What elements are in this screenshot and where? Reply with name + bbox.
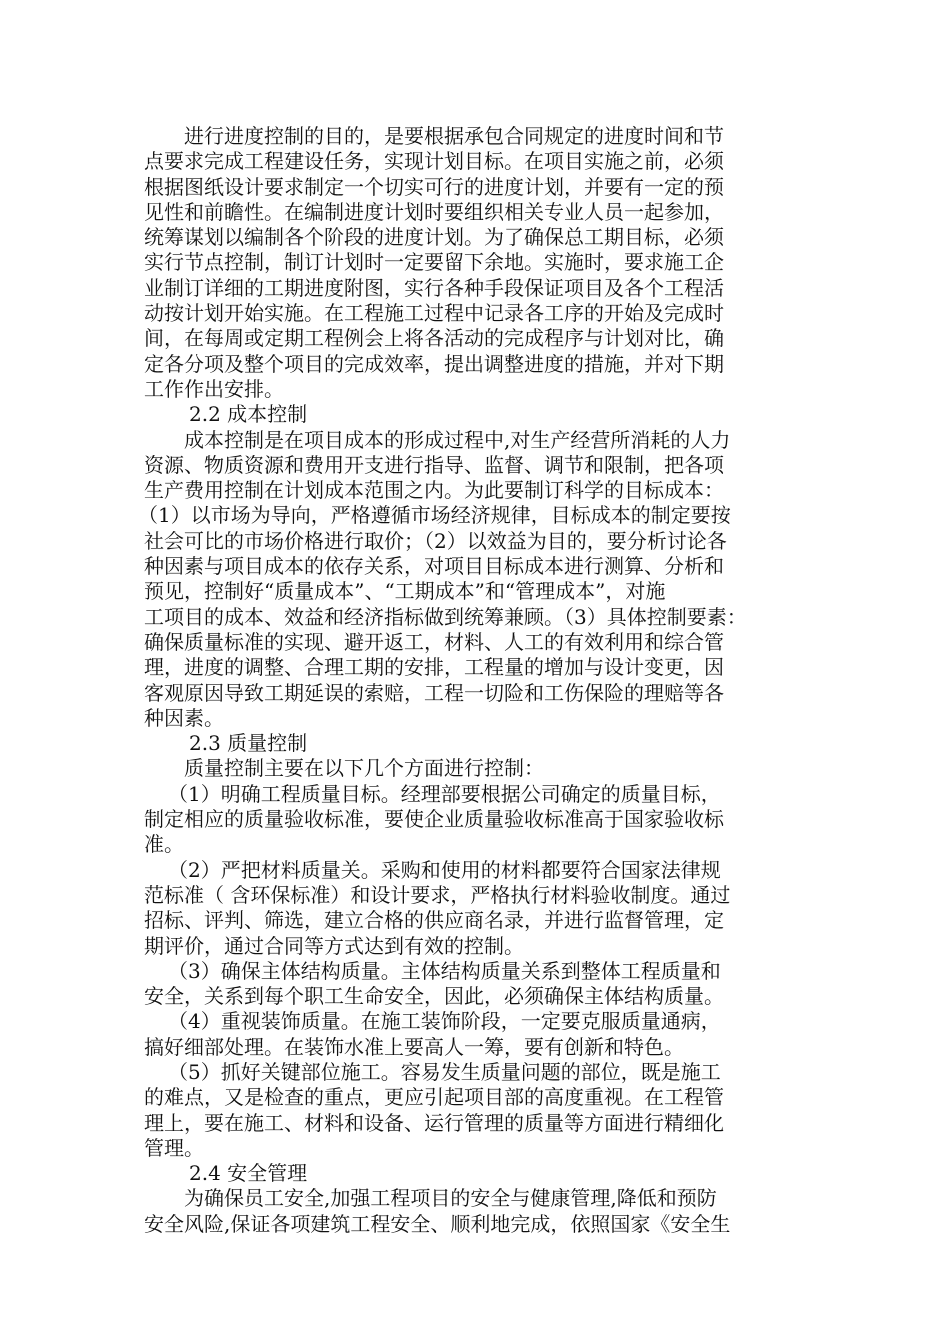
text-line: 成本控制是在项目成本的形成过程中,对生产经营所消耗的人力 <box>184 427 731 452</box>
text-line: 业制订详细的工期进度附图，实行各种手段保证项目及各个工程活 <box>144 275 724 300</box>
text-line: 招标、评判、筛选，建立合格的供应商名录，并进行监督管理，定 <box>144 908 724 933</box>
text-line: 确保质量标准的实现、避开返工，材料、人工的有效利用和综合管 <box>144 629 724 654</box>
text-line: 实行节点控制，制订计划时一定要留下余地。实施时，要求施工企 <box>144 250 724 275</box>
text-line: 管理。 <box>144 1135 204 1160</box>
text-line: 进行进度控制的目的，是要根据承包合同规定的进度时间和节 <box>184 124 724 148</box>
text-line: 客观原因导致工期延误的索赔，工程一切险和工伤保险的理赔等各 <box>144 680 724 705</box>
text-line: 生产费用控制在计划成本范围之内。为此要制订科学的目标成本： <box>144 478 724 503</box>
text-line: 范标准（ 含环保标准）和设计要求，严格执行材料验收制度。通过 <box>144 882 731 907</box>
text-line: 工作作出安排。 <box>144 376 284 401</box>
text-line: 准。 <box>144 832 184 857</box>
text-line: 间，在每周或定期工程例会上将各活动的完成程序与计划对比，确 <box>144 326 724 351</box>
text-line: 根据图纸设计要求制定一个切实可行的进度计划，并要有一定的预 <box>144 174 724 199</box>
text-line: 期评价，通过合同等方式达到有效的控制。 <box>144 933 524 958</box>
text-line: （4）重视装饰质量。在施工装饰阶段，一定要克服质量通病， <box>168 1009 721 1034</box>
text-line: 制定相应的质量验收标准，要使企业质量验收标准高于国家验收标 <box>144 807 724 832</box>
text-line: 安全，关系到每个职工生命安全，因此，必须确保主体结构质量。 <box>144 984 724 1009</box>
text-line: 定各分项及整个项目的完成效率，提出调整进度的措施，并对下期 <box>144 351 724 376</box>
text-line: 点要求完成工程建设任务，实现计划目标。在项目实施之前，必须 <box>144 149 724 174</box>
text-line: 为确保员工安全,加强工程项目的安全与健康管理,降低和预防 <box>184 1186 717 1211</box>
text-line: （1）以市场为导向，严格遵循市场经济规律，目标成本的制定要按 <box>138 503 731 528</box>
text-line: 种因素。 <box>144 705 224 730</box>
section-heading: 2.2 成本控制 <box>189 402 308 427</box>
text-line: 统筹谋划以编制各个阶段的进度计划。为了确保总工期目标，必须 <box>144 225 724 250</box>
text-line: （3）确保主体结构质量。主体结构质量关系到整体工程质量和 <box>168 958 721 983</box>
text-line: 质量控制主要在以下几个方面进行控制： <box>184 756 544 781</box>
text-line: 预见，控制好“质量成本”、“工期成本”和“管理成本”，对施 <box>144 579 666 604</box>
section-heading: 2.3 质量控制 <box>189 731 308 756</box>
text-line: 动按计划开始实施。在工程施工过程中记录各工序的开始及完成时 <box>144 301 724 326</box>
text-line: 的难点，又是检查的重点，更应引起项目部的高度重视。在工程管 <box>144 1085 724 1110</box>
text-line: （5）抓好关键部位施工。容易发生质量问题的部位，既是施工 <box>168 1059 721 1084</box>
text-line: （1）明确工程质量目标。经理部要根据公司确定的质量目标， <box>168 781 721 806</box>
document-body <box>138 124 808 1237</box>
text-line: 理上，要在施工、材料和设备、运行管理的质量等方面进行精细化 <box>144 1110 724 1135</box>
text-line: 理，进度的调整、合理工期的安排，工程量的增加与设计变更，因 <box>144 655 724 680</box>
text-line: 资源、物质资源和费用开支进行指导、监督、调节和限制，把各项 <box>144 452 724 477</box>
text-line: 搞好细部处理。在装饰水准上要高人一筹，要有创新和特色。 <box>144 1034 684 1059</box>
text-line: （2）严把材料质量关。采购和使用的材料都要符合国家法律规 <box>168 857 721 882</box>
text-line: 种因素与项目成本的依存关系，对项目目标成本进行测算、分析和 <box>144 554 724 579</box>
text-line: 工项目的成本、效益和经济指标做到统筹兼顾。（3）具体控制要素： <box>144 604 747 629</box>
text-line: 安全风险,保证各项建筑工程安全、顺利地完成，依照国家《安全生 <box>144 1211 731 1236</box>
text-line: 见性和前瞻性。在编制进度计划时要组织相关专业人员一起参加， <box>144 199 724 224</box>
section-heading: 2.4 安全管理 <box>189 1161 308 1186</box>
text-line: 社会可比的市场价格进行取价；（2）以效益为目的，要分析讨论各 <box>144 528 727 553</box>
